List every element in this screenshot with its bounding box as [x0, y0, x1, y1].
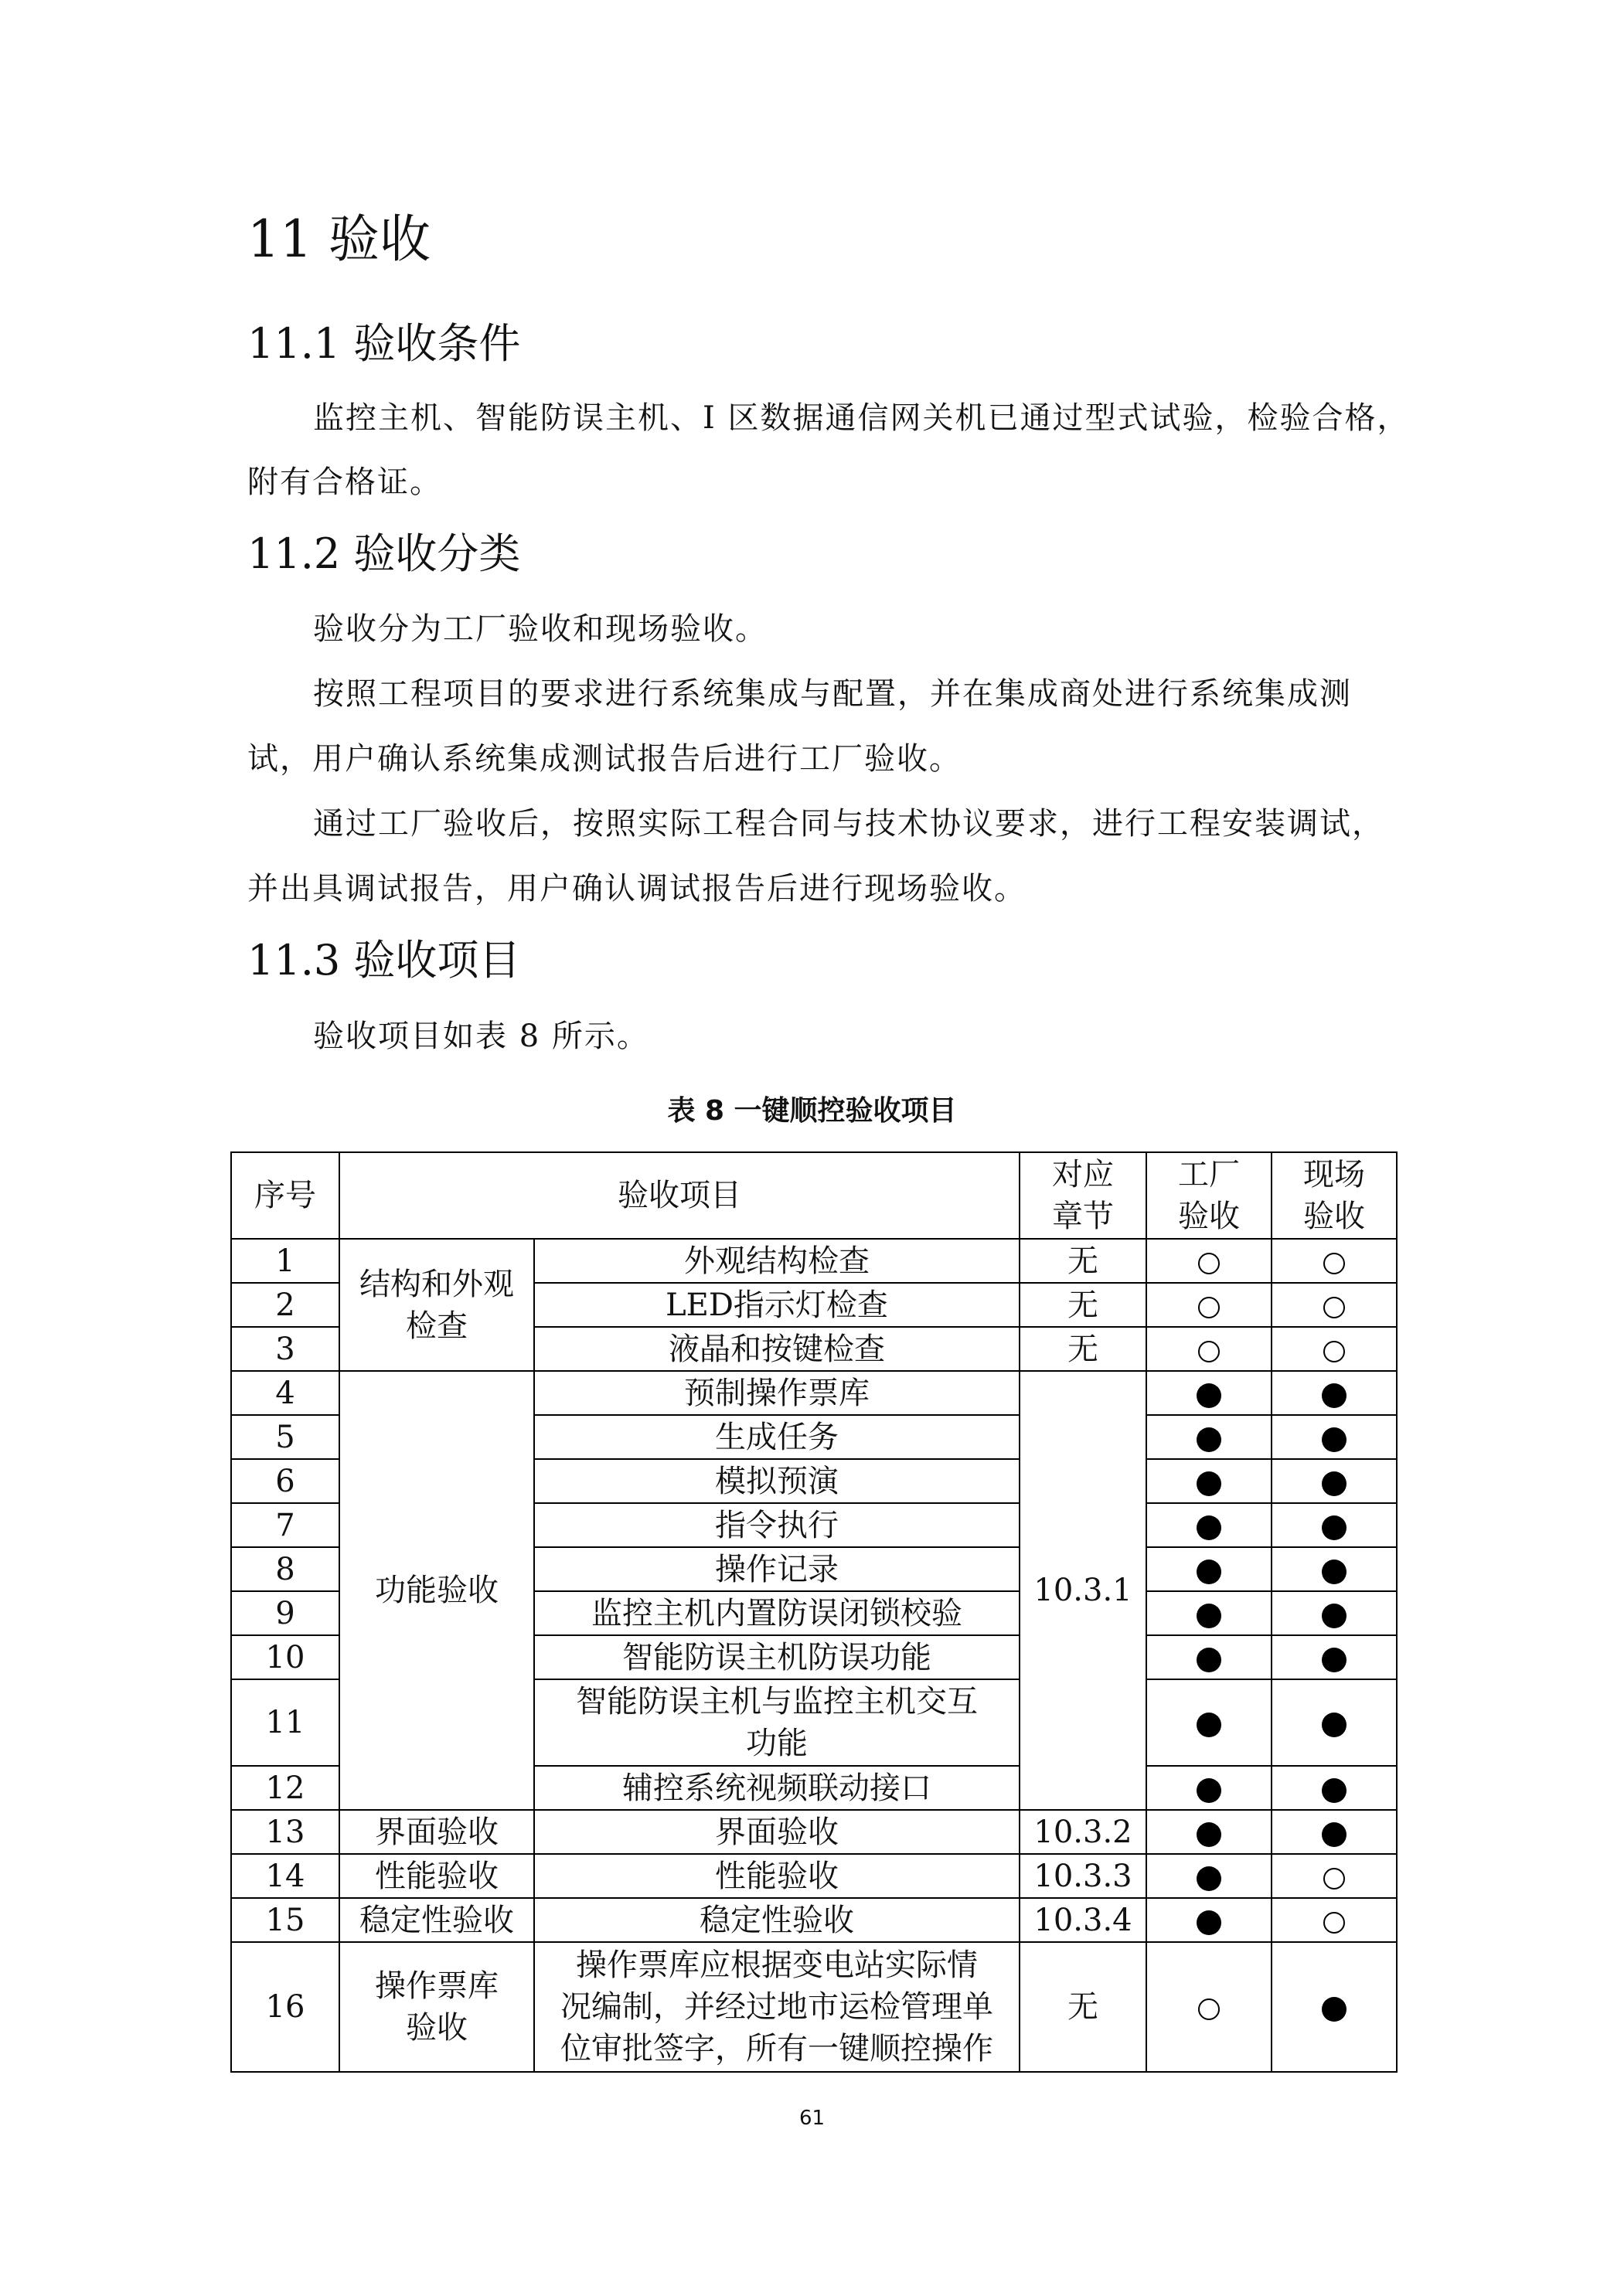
cell-factory	[1146, 1766, 1272, 1810]
section-title-11-3: 11.3 验收项目	[247, 936, 521, 985]
header-factory: 工厂 验收	[1146, 1152, 1272, 1239]
optional-mark-icon	[1323, 1253, 1345, 1274]
cell-no: 8	[231, 1547, 339, 1591]
required-mark-icon	[1197, 1910, 1221, 1935]
cell-site	[1272, 1239, 1397, 1283]
optional-mark-icon	[1323, 1868, 1345, 1890]
section-title-11-2: 11.2 验收分类	[247, 529, 521, 578]
cell-site	[1272, 1591, 1397, 1635]
table-row	[231, 1371, 1397, 1415]
optional-mark-icon	[1198, 1341, 1220, 1362]
cell-factory	[1146, 1503, 1272, 1547]
cell-factory	[1146, 1283, 1272, 1327]
group-performance: 性能验收	[339, 1854, 534, 1898]
cell-item: 界面验收	[534, 1810, 1020, 1854]
table-header-row	[231, 1152, 1397, 1239]
cell-no: 3	[231, 1327, 339, 1371]
required-mark-icon	[1197, 1778, 1221, 1803]
cell-factory	[1146, 1415, 1272, 1459]
group-ticket-library: 操作票库 验收	[339, 1942, 534, 2072]
table-row	[231, 1898, 1397, 1942]
paragraph-line: 按照工程项目的要求进行系统集成与配置，并在集成商处进行系统集成测	[313, 676, 1352, 712]
required-mark-icon	[1197, 1648, 1221, 1672]
cell-site	[1272, 1679, 1397, 1766]
cell-no: 7	[231, 1503, 339, 1547]
optional-mark-icon	[1323, 1297, 1345, 1318]
cell-site	[1272, 1371, 1397, 1415]
cell-item: 模拟预演	[534, 1459, 1020, 1503]
cell-site	[1272, 1459, 1397, 1503]
required-mark-icon	[1322, 1383, 1347, 1408]
cell-site	[1272, 1547, 1397, 1591]
table-row	[231, 1239, 1397, 1283]
cell-factory	[1146, 1854, 1272, 1898]
required-mark-icon	[1322, 1427, 1347, 1452]
required-mark-icon	[1197, 1471, 1221, 1496]
cell-item: 智能防误主机防误功能	[534, 1635, 1020, 1679]
cell-site	[1272, 1415, 1397, 1459]
cell-chapter: 无	[1020, 1327, 1146, 1371]
cell-site	[1272, 1503, 1397, 1547]
cell-no: 9	[231, 1591, 339, 1635]
cell-no: 12	[231, 1766, 339, 1810]
cell-factory	[1146, 1327, 1272, 1371]
cell-site	[1272, 1635, 1397, 1679]
required-mark-icon	[1197, 1822, 1221, 1847]
cell-no: 15	[231, 1898, 339, 1942]
required-mark-icon	[1197, 1713, 1221, 1737]
cell-no: 6	[231, 1459, 339, 1503]
required-mark-icon	[1322, 1560, 1347, 1584]
required-mark-icon	[1322, 1997, 1347, 2022]
cell-no: 5	[231, 1415, 339, 1459]
required-mark-icon	[1322, 1648, 1347, 1672]
acceptance-table	[230, 1151, 1398, 2073]
cell-item: 监控主机内置防误闭锁校验	[534, 1591, 1020, 1635]
cell-item: LED指示灯检查	[534, 1283, 1020, 1327]
cell-site	[1272, 1898, 1397, 1942]
chapter-heading: 11 验收	[247, 209, 431, 269]
required-mark-icon	[1322, 1604, 1347, 1628]
required-mark-icon	[1197, 1560, 1221, 1584]
cell-item: 外观结构检查	[534, 1239, 1020, 1283]
required-mark-icon	[1197, 1427, 1221, 1452]
table-row	[231, 1942, 1397, 2072]
group-structure: 结构和外观 检查	[339, 1239, 534, 1371]
cell-factory	[1146, 1371, 1272, 1415]
required-mark-icon	[1322, 1515, 1347, 1540]
optional-mark-icon	[1198, 1998, 1220, 2020]
cell-site	[1272, 1766, 1397, 1810]
cell-no: 11	[231, 1679, 339, 1766]
cell-factory	[1146, 1591, 1272, 1635]
optional-mark-icon	[1198, 1297, 1220, 1318]
cell-factory	[1146, 1547, 1272, 1591]
cell-item: 操作记录	[534, 1547, 1020, 1591]
cell-factory	[1146, 1942, 1272, 2072]
cell-no: 1	[231, 1239, 339, 1283]
cell-item: 辅控系统视频联动接口	[534, 1766, 1020, 1810]
cell-no: 16	[231, 1942, 339, 2072]
optional-mark-icon	[1198, 1253, 1220, 1274]
cell-item: 性能验收	[534, 1854, 1020, 1898]
required-mark-icon	[1197, 1866, 1221, 1891]
cell-factory	[1146, 1635, 1272, 1679]
cell-chapter: 无	[1020, 1283, 1146, 1327]
paragraph-line: 通过工厂验收后，按照实际工程合同与技术协议要求，进行工程安装调试，	[313, 806, 1384, 842]
cell-site	[1272, 1283, 1397, 1327]
section-title-11-1: 11.1 验收条件	[247, 319, 521, 368]
cell-chapter: 10.3.3	[1020, 1854, 1146, 1898]
cell-item: 预制操作票库	[534, 1371, 1020, 1415]
required-mark-icon	[1322, 1822, 1347, 1847]
table-row	[231, 1810, 1397, 1854]
cell-factory	[1146, 1679, 1272, 1766]
cell-factory	[1146, 1810, 1272, 1854]
header-seq: 序号	[231, 1152, 339, 1239]
paragraph-line: 验收项目如表 8 所示。	[313, 1019, 649, 1054]
cell-no: 14	[231, 1854, 339, 1898]
cell-chapter: 无	[1020, 1942, 1146, 2072]
cell-item: 液晶和按键检查	[534, 1327, 1020, 1371]
cell-item: 操作票库应根据变电站实际情 况编制，并经过地市运检管理单 位审批签字，所有一键顺控操作	[534, 1942, 1020, 2072]
required-mark-icon	[1322, 1778, 1347, 1803]
required-mark-icon	[1197, 1383, 1221, 1408]
table-caption: 表 8 一键顺控验收项目	[667, 1095, 957, 1127]
group-stability: 稳定性验收	[339, 1898, 534, 1942]
cell-factory	[1146, 1459, 1272, 1503]
cell-factory	[1146, 1898, 1272, 1942]
cell-item: 智能防误主机与监控主机交互 功能	[534, 1679, 1020, 1766]
cell-chapter: 10.3.2	[1020, 1810, 1146, 1854]
cell-no: 2	[231, 1283, 339, 1327]
cell-site	[1272, 1810, 1397, 1854]
cell-site	[1272, 1942, 1397, 2072]
cell-no: 13	[231, 1810, 339, 1854]
cell-chapter: 10.3.1	[1020, 1371, 1146, 1810]
optional-mark-icon	[1323, 1912, 1345, 1934]
paragraph-line: 监控主机、智能防误主机、I 区数据通信网关机已通过型式试验，检验合格，	[313, 400, 1410, 436]
header-item: 验收项目	[339, 1152, 1020, 1239]
cell-item: 指令执行	[534, 1503, 1020, 1547]
cell-chapter: 无	[1020, 1239, 1146, 1283]
header-chapter: 对应 章节	[1020, 1152, 1146, 1239]
paragraph-line: 试，用户确认系统集成测试报告后进行工厂验收。	[247, 741, 962, 777]
header-site: 现场 验收	[1272, 1152, 1397, 1239]
table-row	[231, 1854, 1397, 1898]
required-mark-icon	[1322, 1713, 1347, 1737]
required-mark-icon	[1322, 1471, 1347, 1496]
cell-site	[1272, 1854, 1397, 1898]
required-mark-icon	[1197, 1515, 1221, 1540]
cell-site	[1272, 1327, 1397, 1371]
cell-chapter: 10.3.4	[1020, 1898, 1146, 1942]
group-ui: 界面验收	[339, 1810, 534, 1854]
optional-mark-icon	[1323, 1341, 1345, 1362]
cell-factory	[1146, 1239, 1272, 1283]
paragraph-line: 并出具调试报告，用户确认调试报告后进行现场验收。	[247, 871, 1026, 906]
paragraph-line: 附有合格证。	[247, 464, 442, 500]
cell-no: 10	[231, 1635, 339, 1679]
cell-item: 生成任务	[534, 1415, 1020, 1459]
paragraph-line: 验收分为工厂验收和现场验收。	[313, 611, 768, 647]
cell-no: 4	[231, 1371, 339, 1415]
required-mark-icon	[1197, 1604, 1221, 1628]
page-number: 61	[798, 2107, 826, 2130]
cell-item: 稳定性验收	[534, 1898, 1020, 1942]
group-function: 功能验收	[339, 1371, 534, 1810]
